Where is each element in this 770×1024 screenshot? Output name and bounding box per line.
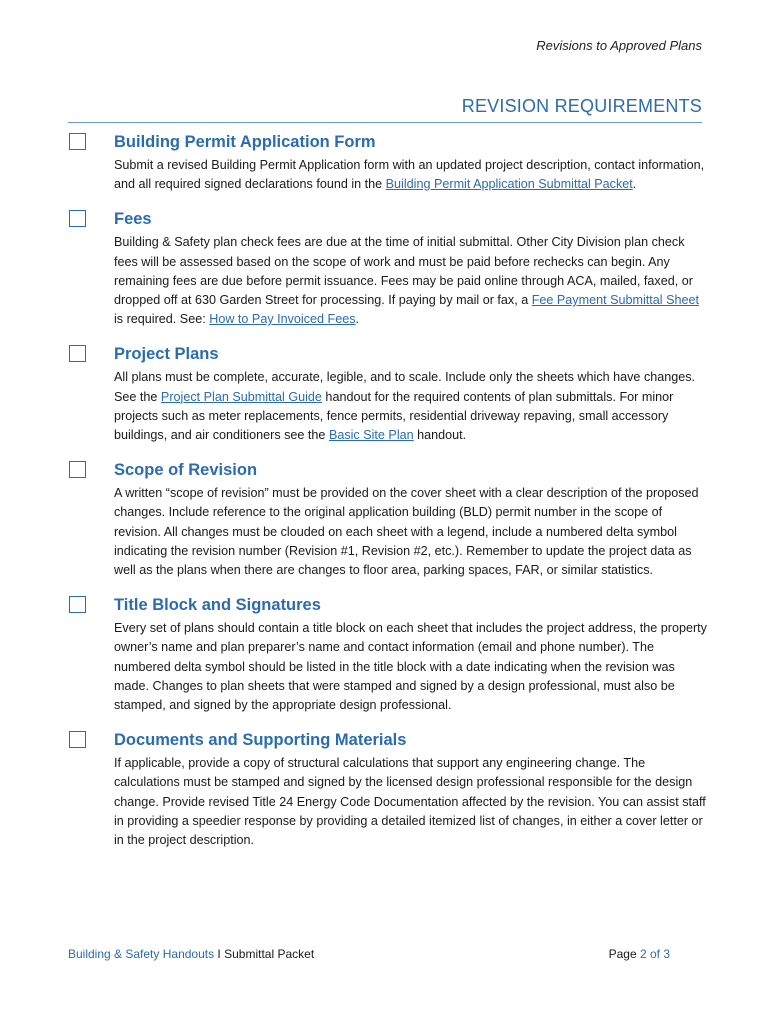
footer-left [68,947,314,961]
description-text: Building & Safety plan check fees are due at the time of initial submittal. Other City Division plan check fees will be assessed based on the scope of work and must be paid before rechecks can begin. Any remaining fees are due before permit issuance. Fees may be paid online through ACA, mailed, faxed, or dropped off at 630 Garden Street for processing. If paying by mail or fax, a [114,235,693,308]
section-title: REVISION REQUIREMENTS [461,96,702,116]
requirement-title: Documents and Supporting Materials [114,731,407,750]
checkbox-scope-of-revision[interactable] [69,461,86,478]
page-number: 2 of 3 [639,947,670,961]
requirement-title: Fees [114,210,152,229]
checkbox-project-plans[interactable] [69,345,86,362]
description-text: is required. See: [114,312,210,327]
page-indicator [609,947,670,961]
requirement-fees [68,207,708,329]
checkbox-supporting-documents[interactable] [69,731,86,748]
how-to-pay-fees-link[interactable]: How to Pay Invoiced Fees [209,312,356,327]
document-header-title: Revisions to Approved Plans [536,38,702,53]
page-label: Page [608,947,640,961]
section-divider [68,122,702,123]
requirement-description: Every set of plans should contain a title block on each sheet that includes the project address, the property owner’s name and plan preparer’s name and contact information (email and phone number). The numbered delta symbol should be listed in the title block with a date indicating when the revision was made. Changes to plan sheets that were stamped and signed by a design professional, must also be stamped, and signed by the appropriate design professional. [114,621,707,713]
fee-payment-sheet-link[interactable]: Fee Payment Submittal Sheet [531,293,700,308]
requirement-title: Scope of Revision [114,461,258,480]
description-text: All plans must be complete, accurate, legible, and to scale. Include only the sheets which have changes. See the [114,370,696,404]
checkbox-fees[interactable] [69,210,86,227]
description-text: handout for the required contents of plan submittals. For minor projects such as meter replacements, fence permits, residential driveway repaving, small accessory buildings, and air conditioners see the [114,389,674,443]
footer-packet: Submittal Packet [224,947,315,961]
checkbox-building-permit-form[interactable] [69,133,86,150]
description-text: . [355,312,360,327]
building-permit-packet-link[interactable]: Building Permit Application Submittal Packet [385,177,633,192]
description-text: handout. [413,428,467,443]
requirement-title: Building Permit Application Form [114,133,376,151]
requirement-description [114,233,708,329]
requirement-supporting-documents [68,728,708,850]
requirement-description: If applicable, provide a copy of structural calculations that support any engineering change. The calculations must be stamped and signed by the licensed design professional responsible for the design change. Provide revised Title 24 Energy Code Documentation affected by the revision. You can assist staff in providing a speedier response by providing a detailed itemized list of changes, in either a cover letter or in the project description. [114,756,706,848]
requirement-title: Title Block and Signatures [114,596,321,615]
requirements-list [68,130,708,863]
requirement-description [114,156,708,194]
requirement-building-permit-form [68,130,708,194]
description-text: Submit a revised Building Permit Application form with an updated project description, contact information, and all required signed declarations found in the [114,158,705,192]
requirement-description [114,368,708,445]
requirement-project-plans [68,342,708,445]
basic-site-plan-link[interactable]: Basic Site Plan [328,428,414,443]
footer-department: Building & Safety Handouts [68,947,215,961]
requirement-title-block [68,593,708,715]
checkbox-title-block[interactable] [69,596,86,613]
project-plan-guide-link[interactable]: Project Plan Submittal Guide [160,389,322,404]
requirement-scope-of-revision [68,458,708,580]
footer-separator: I [214,947,225,961]
requirement-title: Project Plans [114,345,219,364]
requirement-description: A written “scope of revision” must be provided on the cover sheet with a clear description of the proposed changes. Include reference to the original application building (BLD) permit number in the scope of revision. All changes must be clouded on each sheet with a legend, include a numbered delta symbol indicating the revision number (Revision #1, Revision #2, etc.). Remember to update the project data as well as the plans when there are changes to floor area, parking spaces, FAR, or similar statistics. [114,486,699,578]
description-text: . [632,177,637,192]
